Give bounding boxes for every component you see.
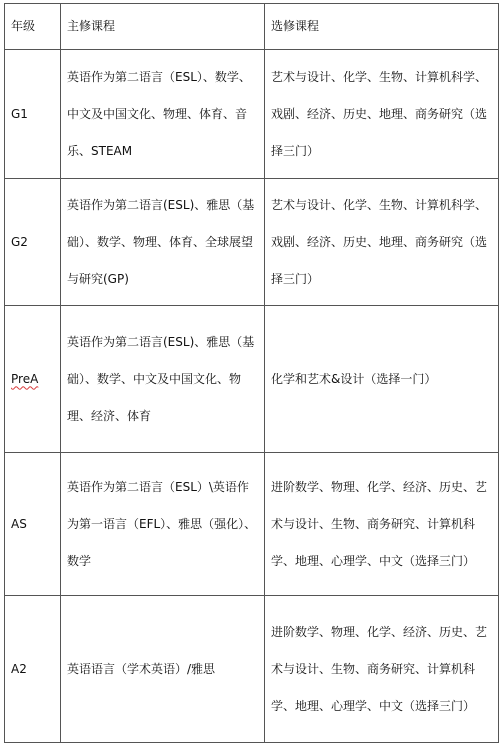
table-row	[5, 306, 499, 453]
elective-courses-cell: 进阶数学、物理、化学、经济、历史、艺术与设计、生物、商务研究、计算机科学、地理、心理学、中文（选择三门）	[265, 453, 499, 596]
table-header-row	[5, 4, 499, 50]
grade-cell	[5, 306, 61, 453]
header-core-courses: 主修课程	[61, 4, 265, 50]
curriculum-table	[4, 3, 499, 743]
grade-label-spellcheck: PreA	[11, 371, 39, 386]
table-row	[5, 50, 499, 179]
table-row	[5, 596, 499, 743]
header-grade: 年级	[5, 4, 61, 50]
core-courses-cell: 英语作为第二语言(ESL)、雅思（基础）、数学、物理、体育、全球展望与研究(GP)	[61, 179, 265, 306]
core-courses-cell: 英语作为第二语言（ESL）\英语作为第一语言（EFL）、雅思（强化）、数学	[61, 453, 265, 596]
table-row	[5, 179, 499, 306]
header-elective-courses: 选修课程	[265, 4, 499, 50]
table-row	[5, 453, 499, 596]
elective-courses-cell: 艺术与设计、化学、生物、计算机科学、戏剧、经济、历史、地理、商务研究（选择三门）	[265, 50, 499, 179]
grade-cell: G1	[5, 50, 61, 179]
elective-courses-cell: 艺术与设计、化学、生物、计算机科学、戏剧、经济、历史、地理、商务研究（选择三门）	[265, 179, 499, 306]
core-courses-cell: 英语语言（学术英语）/雅思	[61, 596, 265, 743]
grade-cell: A2	[5, 596, 61, 743]
core-courses-cell: 英语作为第二语言（ESL）、数学、中文及中国文化、物理、体育、音乐、STEAM	[61, 50, 265, 179]
core-courses-cell: 英语作为第二语言(ESL)、雅思（基础）、数学、中文及中国文化、物理、经济、体育	[61, 306, 265, 453]
elective-courses-cell: 进阶数学、物理、化学、经济、历史、艺术与设计、生物、商务研究、计算机科学、地理、心理学、中文（选择三门）	[265, 596, 499, 743]
curriculum-table-container	[4, 3, 499, 743]
grade-cell: AS	[5, 453, 61, 596]
elective-courses-cell: 化学和艺术&设计（选择一门）	[265, 306, 499, 453]
grade-cell: G2	[5, 179, 61, 306]
